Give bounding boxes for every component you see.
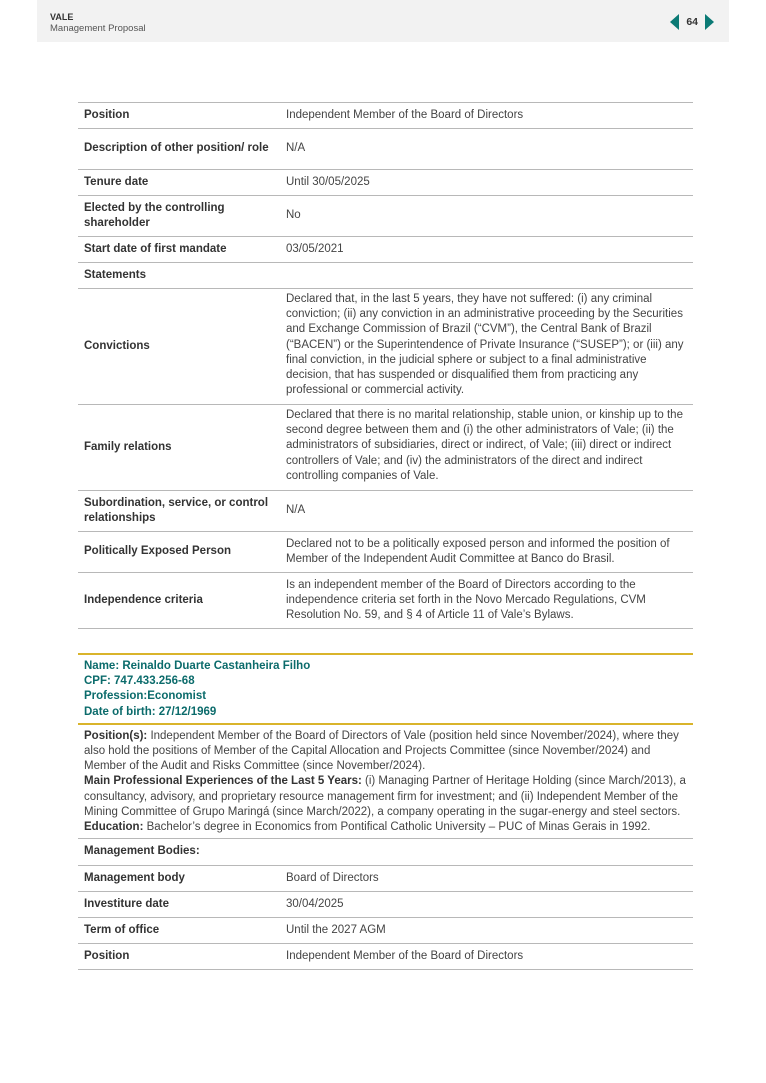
row-value xyxy=(280,263,693,289)
row-value: Declared not to be a politically exposed person and informed the position of Member of the Independent Audit Committee at Banco do Brasil. xyxy=(286,537,670,565)
page-header xyxy=(37,0,729,42)
positions-label: Position(s): xyxy=(84,729,148,742)
education-text: Bachelor’s degree in Economics from Pontifical Catholic University – PUC of Minas Gerais in 1992. xyxy=(143,821,651,834)
row-value: Until the 2027 AGM xyxy=(286,923,386,936)
table-row xyxy=(78,943,693,969)
row-label: Tenure date xyxy=(84,175,149,188)
row-label: Convictions xyxy=(84,339,150,352)
table-row xyxy=(78,891,693,917)
row-label: Subordination, service, or control relationships xyxy=(84,496,269,524)
member-details-table xyxy=(78,102,693,629)
row-label: Term of office xyxy=(84,923,160,936)
row-value: N/A xyxy=(286,142,306,155)
person-cpf: CPF: 747.433.256-68 xyxy=(84,675,195,688)
row-value: Board of Directors xyxy=(286,871,379,884)
positions-paragraph xyxy=(84,729,687,775)
row-value: Declared that there is no marital relationship, stable union, or kinship up to the second degree between them and (i) the other administrators of Vale; (ii) the administrators of subsidiaries, direct or indirect, of Vale; (iii) direct or indirect controllers of Vale; and (iv) the administrators of the direct and indirect controlling companies of Vale. xyxy=(286,409,683,482)
education-label: Education: xyxy=(84,821,144,834)
row-label: Family relations xyxy=(84,440,172,453)
page-navigation xyxy=(670,13,714,31)
section-label: Statements xyxy=(84,268,146,281)
row-value: Independent Member of the Board of Directors xyxy=(286,949,524,962)
row-label: Management body xyxy=(84,871,185,884)
row-value: No xyxy=(286,209,301,222)
brand-name: VALE xyxy=(50,12,74,22)
row-label: Investiture date xyxy=(84,897,169,910)
row-label: Independence criteria xyxy=(84,593,203,606)
table-row xyxy=(78,103,693,129)
table-row xyxy=(78,491,693,532)
person-biography xyxy=(78,725,693,839)
row-label: Position xyxy=(84,108,130,121)
table-row xyxy=(78,839,693,865)
row-value: 30/04/2025 xyxy=(286,897,344,910)
experience-label: Main Professional Experiences of the Last 5 Years: xyxy=(84,775,362,788)
row-label: Elected by the controlling shareholder xyxy=(84,201,225,229)
table-row xyxy=(78,263,693,289)
row-label: Position xyxy=(84,949,130,962)
row-label: Description of other position/ role xyxy=(84,142,269,155)
table-row xyxy=(78,170,693,196)
row-value xyxy=(280,839,693,865)
table-row xyxy=(78,532,693,573)
row-label: Politically Exposed Person xyxy=(84,545,231,558)
section-label: Management Bodies: xyxy=(84,845,200,858)
row-value: Independent Member of the Board of Directors xyxy=(286,108,524,121)
row-value: Until 30/05/2025 xyxy=(286,175,370,188)
table-row xyxy=(78,196,693,237)
management-bodies-table xyxy=(78,839,693,970)
person-name: Name: Reinaldo Duarte Castanheira Filho xyxy=(84,660,311,672)
experience-text: (i) Managing Partner of Heritage Holding (since March/2013), a consultancy, advisory, and proprietary resource management firm for investment; and (ii) Independent Member of the Mining Committee of Grupo Maringá (since March/2022), a company operating in the sugar-energy and steel sectors. xyxy=(84,775,686,818)
experience-paragraph xyxy=(84,774,687,820)
row-label: Start date of first mandate xyxy=(84,242,227,255)
table-row xyxy=(78,865,693,891)
document-subtitle: Management Proposal xyxy=(50,23,146,34)
table-row xyxy=(78,289,693,405)
person-date-of-birth: Date of birth: 27/12/1969 xyxy=(84,705,217,718)
table-row xyxy=(78,129,693,170)
row-value: Is an independent member of the Board of Directors according to the independence criteria set forth in the Novo Mercado Regulations, CVM Resolution No. 59, and § 4 of Article 11 of Vale’s Bylaws. xyxy=(286,578,646,622)
previous-page-icon[interactable] xyxy=(670,14,679,30)
page-number: 64 xyxy=(686,16,698,28)
table-row xyxy=(78,405,693,491)
table-row xyxy=(78,917,693,943)
education-paragraph xyxy=(84,820,687,835)
table-row xyxy=(78,237,693,263)
row-value: 03/05/2021 xyxy=(286,242,344,255)
next-page-icon[interactable] xyxy=(705,14,714,30)
positions-text: Independent Member of the Board of Directors of Vale (position held since November/2024), where they also hold the positions of Member of the Capital Allocation and Projects Committee (since November/2024) and Member of the Audit and Risks Committee (since November/2024). xyxy=(84,729,679,773)
person-identity-box xyxy=(78,653,693,725)
row-value: Declared that, in the last 5 years, they have not suffered: (i) any criminal conviction; (ii) any conviction in an administrative proceeding by the Securities and Exchange Commission of Brazil (“CVM”), the Central Bank of Brazil (“BACEN”) or the Superintendence of Private Insurance (“SUSEP”); or (iii) any final conviction, in the judicial sphere or subject to a final administrative decision, that has suspended or disqualified them from practicing any professional or commercial activity. xyxy=(286,293,684,397)
person-profession: Profession:Economist xyxy=(84,690,207,703)
page-content xyxy=(78,102,693,970)
row-value: N/A xyxy=(286,504,306,517)
table-row xyxy=(78,573,693,629)
